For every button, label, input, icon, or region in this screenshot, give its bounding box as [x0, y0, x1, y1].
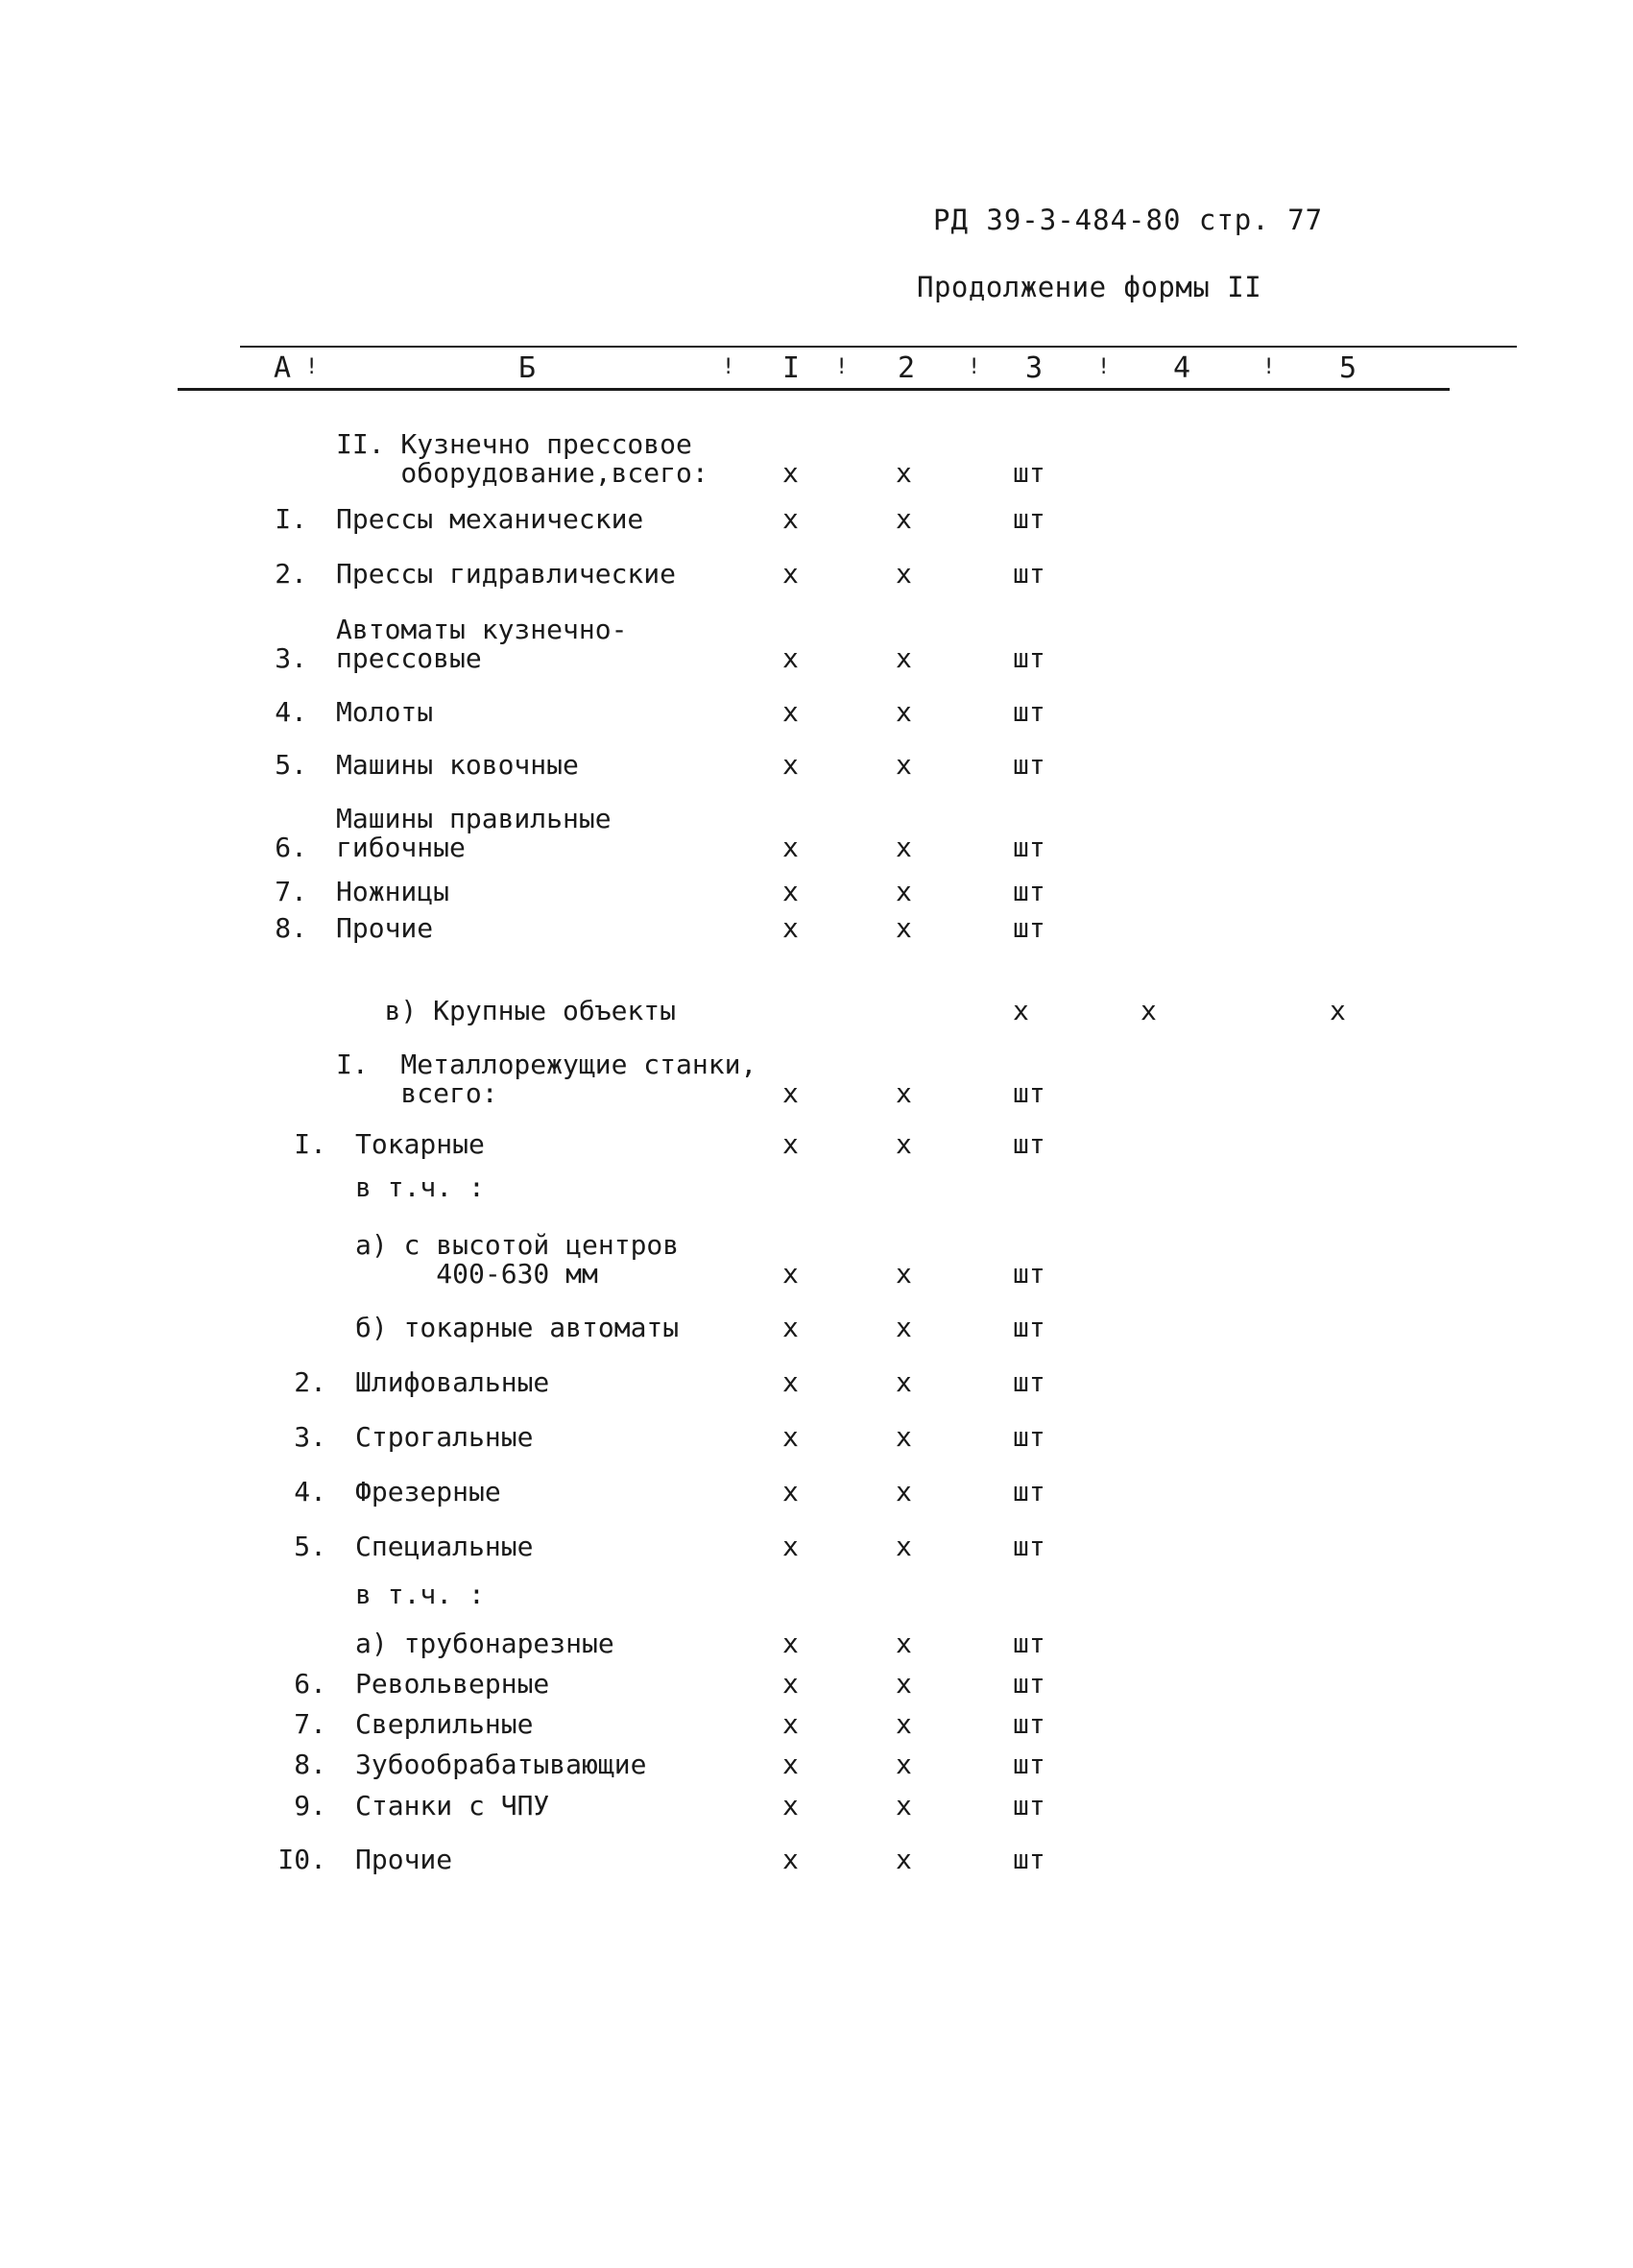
row-value-col2: х — [896, 1421, 912, 1453]
row-value-col2: х — [896, 558, 912, 590]
row-value-col2: х — [896, 1366, 912, 1398]
row-value-col1: х — [782, 642, 799, 674]
row-value-col1: х — [782, 749, 799, 781]
row-value-col1: х — [782, 1258, 799, 1290]
row-number: 4. — [294, 1476, 326, 1508]
row-label: Прочие — [355, 1844, 453, 1875]
row-label: Машины ковочные — [336, 749, 579, 781]
row-value-col5: х — [1330, 995, 1346, 1026]
row-label: в т.ч. : — [355, 1171, 485, 1203]
row-value-col1: х — [782, 1708, 799, 1740]
row-value-col2: х — [896, 642, 912, 674]
row-value-col2: х — [896, 1628, 912, 1659]
column-separator: ! — [1262, 355, 1276, 379]
column-header-5: 5 — [1339, 351, 1357, 385]
column-header-2: 2 — [898, 351, 916, 385]
row-value-col2: х — [896, 696, 912, 728]
row-value-col2: х — [896, 1312, 912, 1343]
row-value-col2: х — [896, 1531, 912, 1562]
row-number: 6. — [275, 832, 307, 863]
row-number: 8. — [294, 1749, 326, 1780]
row-label: Автоматы кузнечно- прессовые — [336, 614, 628, 674]
row-number: 5. — [294, 1531, 326, 1562]
row-number: 2. — [275, 558, 307, 590]
row-value-col1: х — [782, 1844, 799, 1875]
row-label: в т.ч. : — [355, 1579, 485, 1610]
row-label: Фрезерные — [355, 1476, 501, 1508]
row-value-col3: шт — [1013, 832, 1045, 863]
row-value-col2: х — [896, 876, 912, 907]
row-value-col1: х — [782, 1077, 799, 1109]
row-label: Токарные — [355, 1128, 485, 1160]
row-value-col1: х — [782, 457, 799, 489]
row-value-col1: х — [782, 503, 799, 535]
row-label: Сверлильные — [355, 1708, 534, 1740]
row-value-col3: шт — [1013, 1421, 1045, 1453]
column-separator: ! — [305, 355, 319, 379]
row-label: Револьверные — [355, 1668, 550, 1700]
row-value-col1: х — [782, 876, 799, 907]
row-label: Прессы гидравлические — [336, 558, 677, 590]
column-separator: ! — [968, 355, 981, 379]
row-value-col3: шт — [1013, 1476, 1045, 1508]
row-value-col1: х — [782, 1128, 799, 1160]
row-number: 3. — [294, 1421, 326, 1453]
table-top-rule — [240, 346, 1517, 348]
column-header-4: 4 — [1173, 351, 1191, 385]
row-value-col1: х — [782, 1366, 799, 1398]
row-value-col3: шт — [1013, 1128, 1045, 1160]
document-reference: РД 39-3-484-80 стр. 77 — [933, 204, 1324, 236]
row-value-col3: шт — [1013, 558, 1045, 590]
row-value-col2: х — [896, 1077, 912, 1109]
row-value-col3: шт — [1013, 1312, 1045, 1343]
row-value-col2: х — [896, 1476, 912, 1508]
row-value-col3: шт — [1013, 642, 1045, 674]
row-value-col3: шт — [1013, 912, 1045, 944]
row-value-col3: х — [1013, 995, 1029, 1026]
row-number: 5. — [275, 749, 307, 781]
row-value-col1: х — [782, 1421, 799, 1453]
row-value-col2: х — [896, 912, 912, 944]
row-value-col3: шт — [1013, 1668, 1045, 1700]
row-value-col3: шт — [1013, 1844, 1045, 1875]
row-label: в) Крупные объекты — [336, 995, 677, 1026]
row-number: 7. — [275, 876, 307, 907]
row-label: Строгальные — [355, 1421, 534, 1453]
row-label: Прочие — [336, 912, 434, 944]
row-value-col3: шт — [1013, 1531, 1045, 1562]
column-header-b: Б — [518, 351, 537, 385]
row-value-col1: х — [782, 1312, 799, 1343]
row-value-col3: шт — [1013, 503, 1045, 535]
row-label: Специальные — [355, 1531, 534, 1562]
row-number: I. — [294, 1128, 326, 1160]
row-label: Прессы механические — [336, 503, 644, 535]
row-label: Станки с ЧПУ — [355, 1790, 550, 1822]
row-label: а) с высотой центров 400-630 мм — [355, 1229, 680, 1290]
column-separator: ! — [835, 355, 849, 379]
row-value-col1: х — [782, 1749, 799, 1780]
row-value-col1: х — [782, 832, 799, 863]
row-label: а) трубонарезные — [355, 1628, 614, 1659]
row-label: Ножницы — [336, 876, 450, 907]
row-value-col1: х — [782, 912, 799, 944]
column-separator: ! — [1097, 355, 1111, 379]
row-value-col2: х — [896, 832, 912, 863]
column-separator: ! — [722, 355, 735, 379]
row-value-col3: шт — [1013, 457, 1045, 489]
row-value-col1: х — [782, 558, 799, 590]
row-value-col2: х — [896, 1128, 912, 1160]
row-number: I. — [275, 503, 307, 535]
row-value-col1: х — [782, 1668, 799, 1700]
row-value-col1: х — [782, 1628, 799, 1659]
row-number: 7. — [294, 1708, 326, 1740]
row-number: 8. — [275, 912, 307, 944]
row-value-col2: х — [896, 1708, 912, 1740]
row-label: Молоты — [336, 696, 434, 728]
row-value-col3: шт — [1013, 749, 1045, 781]
row-label: б) токарные автоматы — [355, 1312, 680, 1343]
row-number: 9. — [294, 1790, 326, 1822]
row-value-col3: шт — [1013, 1077, 1045, 1109]
row-value-col2: х — [896, 457, 912, 489]
row-value-col2: х — [896, 1749, 912, 1780]
row-number: 6. — [294, 1668, 326, 1700]
row-value-col1: х — [782, 696, 799, 728]
column-header-1: I — [782, 351, 801, 385]
row-label: I. Металлорежущие станки, всего: — [336, 1049, 757, 1109]
row-number: I0. — [277, 1844, 326, 1875]
row-value-col3: шт — [1013, 1708, 1045, 1740]
row-value-col3: шт — [1013, 876, 1045, 907]
table-header-rule — [178, 388, 1450, 391]
row-label: II. Кузнечно прессовое оборудование,всего: — [336, 428, 708, 489]
row-value-col1: х — [782, 1531, 799, 1562]
row-value-col2: х — [896, 1844, 912, 1875]
row-value-col2: х — [896, 1668, 912, 1700]
column-header-3: 3 — [1025, 351, 1044, 385]
row-value-col1: х — [782, 1790, 799, 1822]
row-label: Зубообрабатывающие — [355, 1749, 647, 1780]
row-value-col2: х — [896, 1258, 912, 1290]
row-value-col3: шт — [1013, 1790, 1045, 1822]
row-value-col2: х — [896, 503, 912, 535]
row-label: Машины правильные гибочные — [336, 803, 612, 863]
row-number: 3. — [275, 642, 307, 674]
row-value-col1: х — [782, 1476, 799, 1508]
row-value-col3: шт — [1013, 1366, 1045, 1398]
form-continuation-title: Продолжение формы II — [917, 271, 1262, 303]
row-value-col2: х — [896, 1790, 912, 1822]
row-number: 4. — [275, 696, 307, 728]
row-value-col3: шт — [1013, 1628, 1045, 1659]
column-header-a: А — [274, 351, 292, 385]
row-value-col2: х — [896, 749, 912, 781]
row-value-col3: шт — [1013, 696, 1045, 728]
row-label: Шлифовальные — [355, 1366, 550, 1398]
row-value-col4: х — [1141, 995, 1157, 1026]
row-number: 2. — [294, 1366, 326, 1398]
row-value-col3: шт — [1013, 1749, 1045, 1780]
row-value-col3: шт — [1013, 1258, 1045, 1290]
